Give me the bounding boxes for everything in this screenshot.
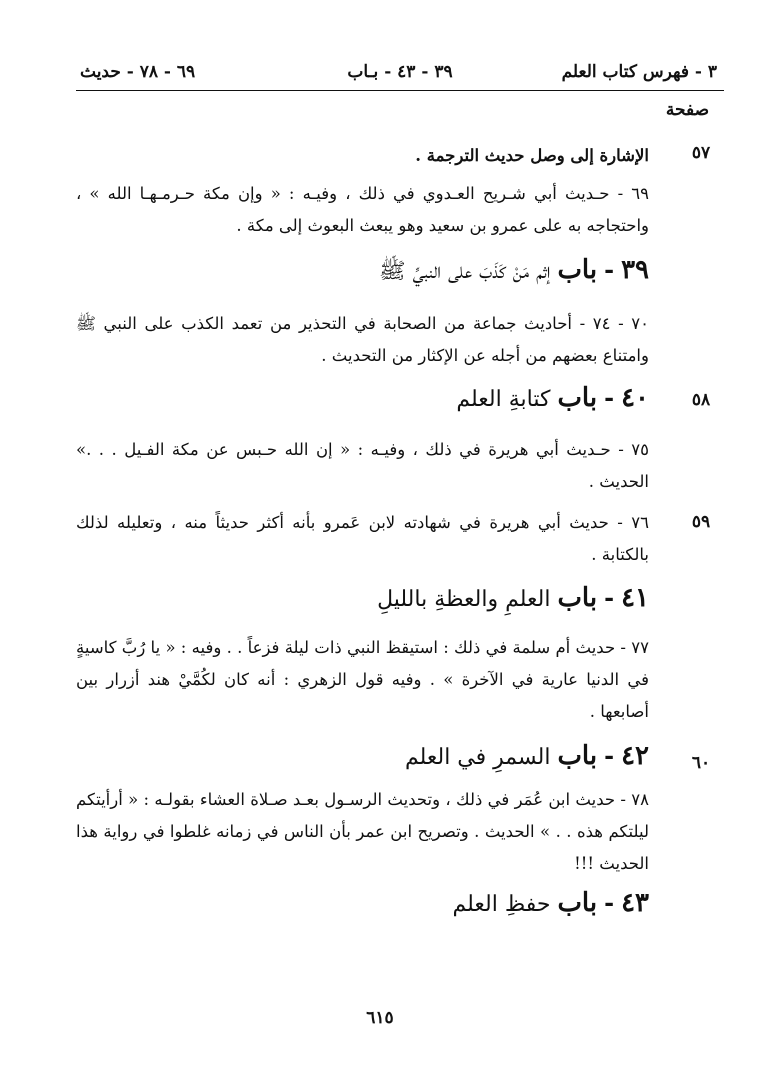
chapter-number: ٤١ [621, 583, 649, 613]
page-ref-57: ٥٧ [691, 143, 711, 163]
chapter-41-heading [377, 578, 649, 620]
chapter-42-heading [405, 736, 649, 778]
chapter-number: ٤٢ [621, 741, 649, 771]
chapter-bab-label: باب [557, 583, 598, 613]
chapter-title: كتابةِ العلم [456, 387, 551, 412]
page-number: ٦١٥ [366, 1008, 394, 1028]
hadith-76-text: ٧٦ - حديث أبي هريرة في شهادته لابن عَمرو بأنه أكثر حديثاً منه ، وتعليله لذلك بالكتابة . [76, 513, 649, 564]
running-header-hadiths: ٦٩ - ٧٨ - حديث [80, 62, 196, 82]
chapter-number: ٤٠ [621, 383, 649, 413]
chapter-number: ٣٩ [621, 255, 649, 285]
page-ref-59: ٥٩ [691, 512, 711, 532]
chapter-title: حفظِ العلم [452, 892, 551, 917]
running-header-title: ٣ - فهرس كتاب العلم [561, 62, 717, 82]
hadith-69-text: ٦٩ - حـديث أبي شـريح العـدوي في ذلك ، وفيـه : « وإن مكة حـرمـهـا الله » ، واحتجاجه به على عمرو بن سعيد وهو يبعث البعوث إلى مكة . [76, 184, 649, 235]
chapter-title: السمرِ في العلم [404, 745, 551, 770]
page-ref-58: ٥٨ [691, 390, 711, 410]
header-rule [76, 90, 724, 91]
chapter-bab-label: باب [557, 255, 598, 285]
chapter-dash: - [604, 583, 615, 612]
hadith-77-text: ٧٧ - حديث أم سلمة في ذلك : استيقظ النبي ذات ليلة فزعاً . . وفيه : « يا رُبَّ كاسيةٍ في الدنيا عارية في الآخرة » . وفيه قول الزهري : أنه كان لكُمَّيْ هند أزرار بين أصابعها . [76, 638, 649, 721]
chapter-bab-label: باب [557, 383, 598, 413]
page-column-label: صفحة [665, 100, 709, 120]
page-ref-60: ٦٠ [691, 753, 711, 773]
chapter-dash: - [604, 255, 615, 284]
hadith-70-74-text: ٧٠ - ٧٤ - أحاديث جماعة من الصحابة في التحذير من تعمد الكذب على النبي ﷺ وامتناع بعضهم من أجله عن الإكثار من التحديث . [76, 314, 649, 365]
chapter-title: العلمِ والعظةِ بالليلِ [377, 587, 551, 612]
chapter-dash: - [604, 741, 615, 770]
chapter-bab-label: باب [557, 888, 598, 918]
chapter-40-heading [456, 378, 649, 420]
running-header-chapters: ٣٩ - ٤٣ - بـاب [347, 62, 453, 82]
chapter-title: إثم مَنْ كَذَبَ على النبيِّ ﷺ [379, 259, 551, 284]
chapter-bab-label: باب [557, 741, 598, 771]
hadith-78-text: ٧٨ - حديث ابن عُمَر في ذلك ، وتحديث الرسـول بعـد صـلاة العشاء بقولـه : « أرأيتكم ليلتكم هذه . . » الحديث . وتصريح ابن عمر بأن الناس في زمانه غلطوا في رواية هذا الحديث !!! [76, 790, 649, 873]
chapter-dash: - [604, 383, 615, 412]
entry-text: الإشارة إلى وصل حديث الترجمة . [415, 146, 649, 165]
chapter-number: ٤٣ [621, 888, 649, 918]
chapter-dash: - [604, 888, 615, 917]
hadith-75-text: ٧٥ - حـديث أبي هريرة في ذلك ، وفيـه : « إن الله حـبس عن مكة الفـيل . . .» الحديث . [76, 440, 649, 491]
chapter-39-heading [379, 250, 649, 292]
chapter-43-heading [452, 883, 649, 925]
